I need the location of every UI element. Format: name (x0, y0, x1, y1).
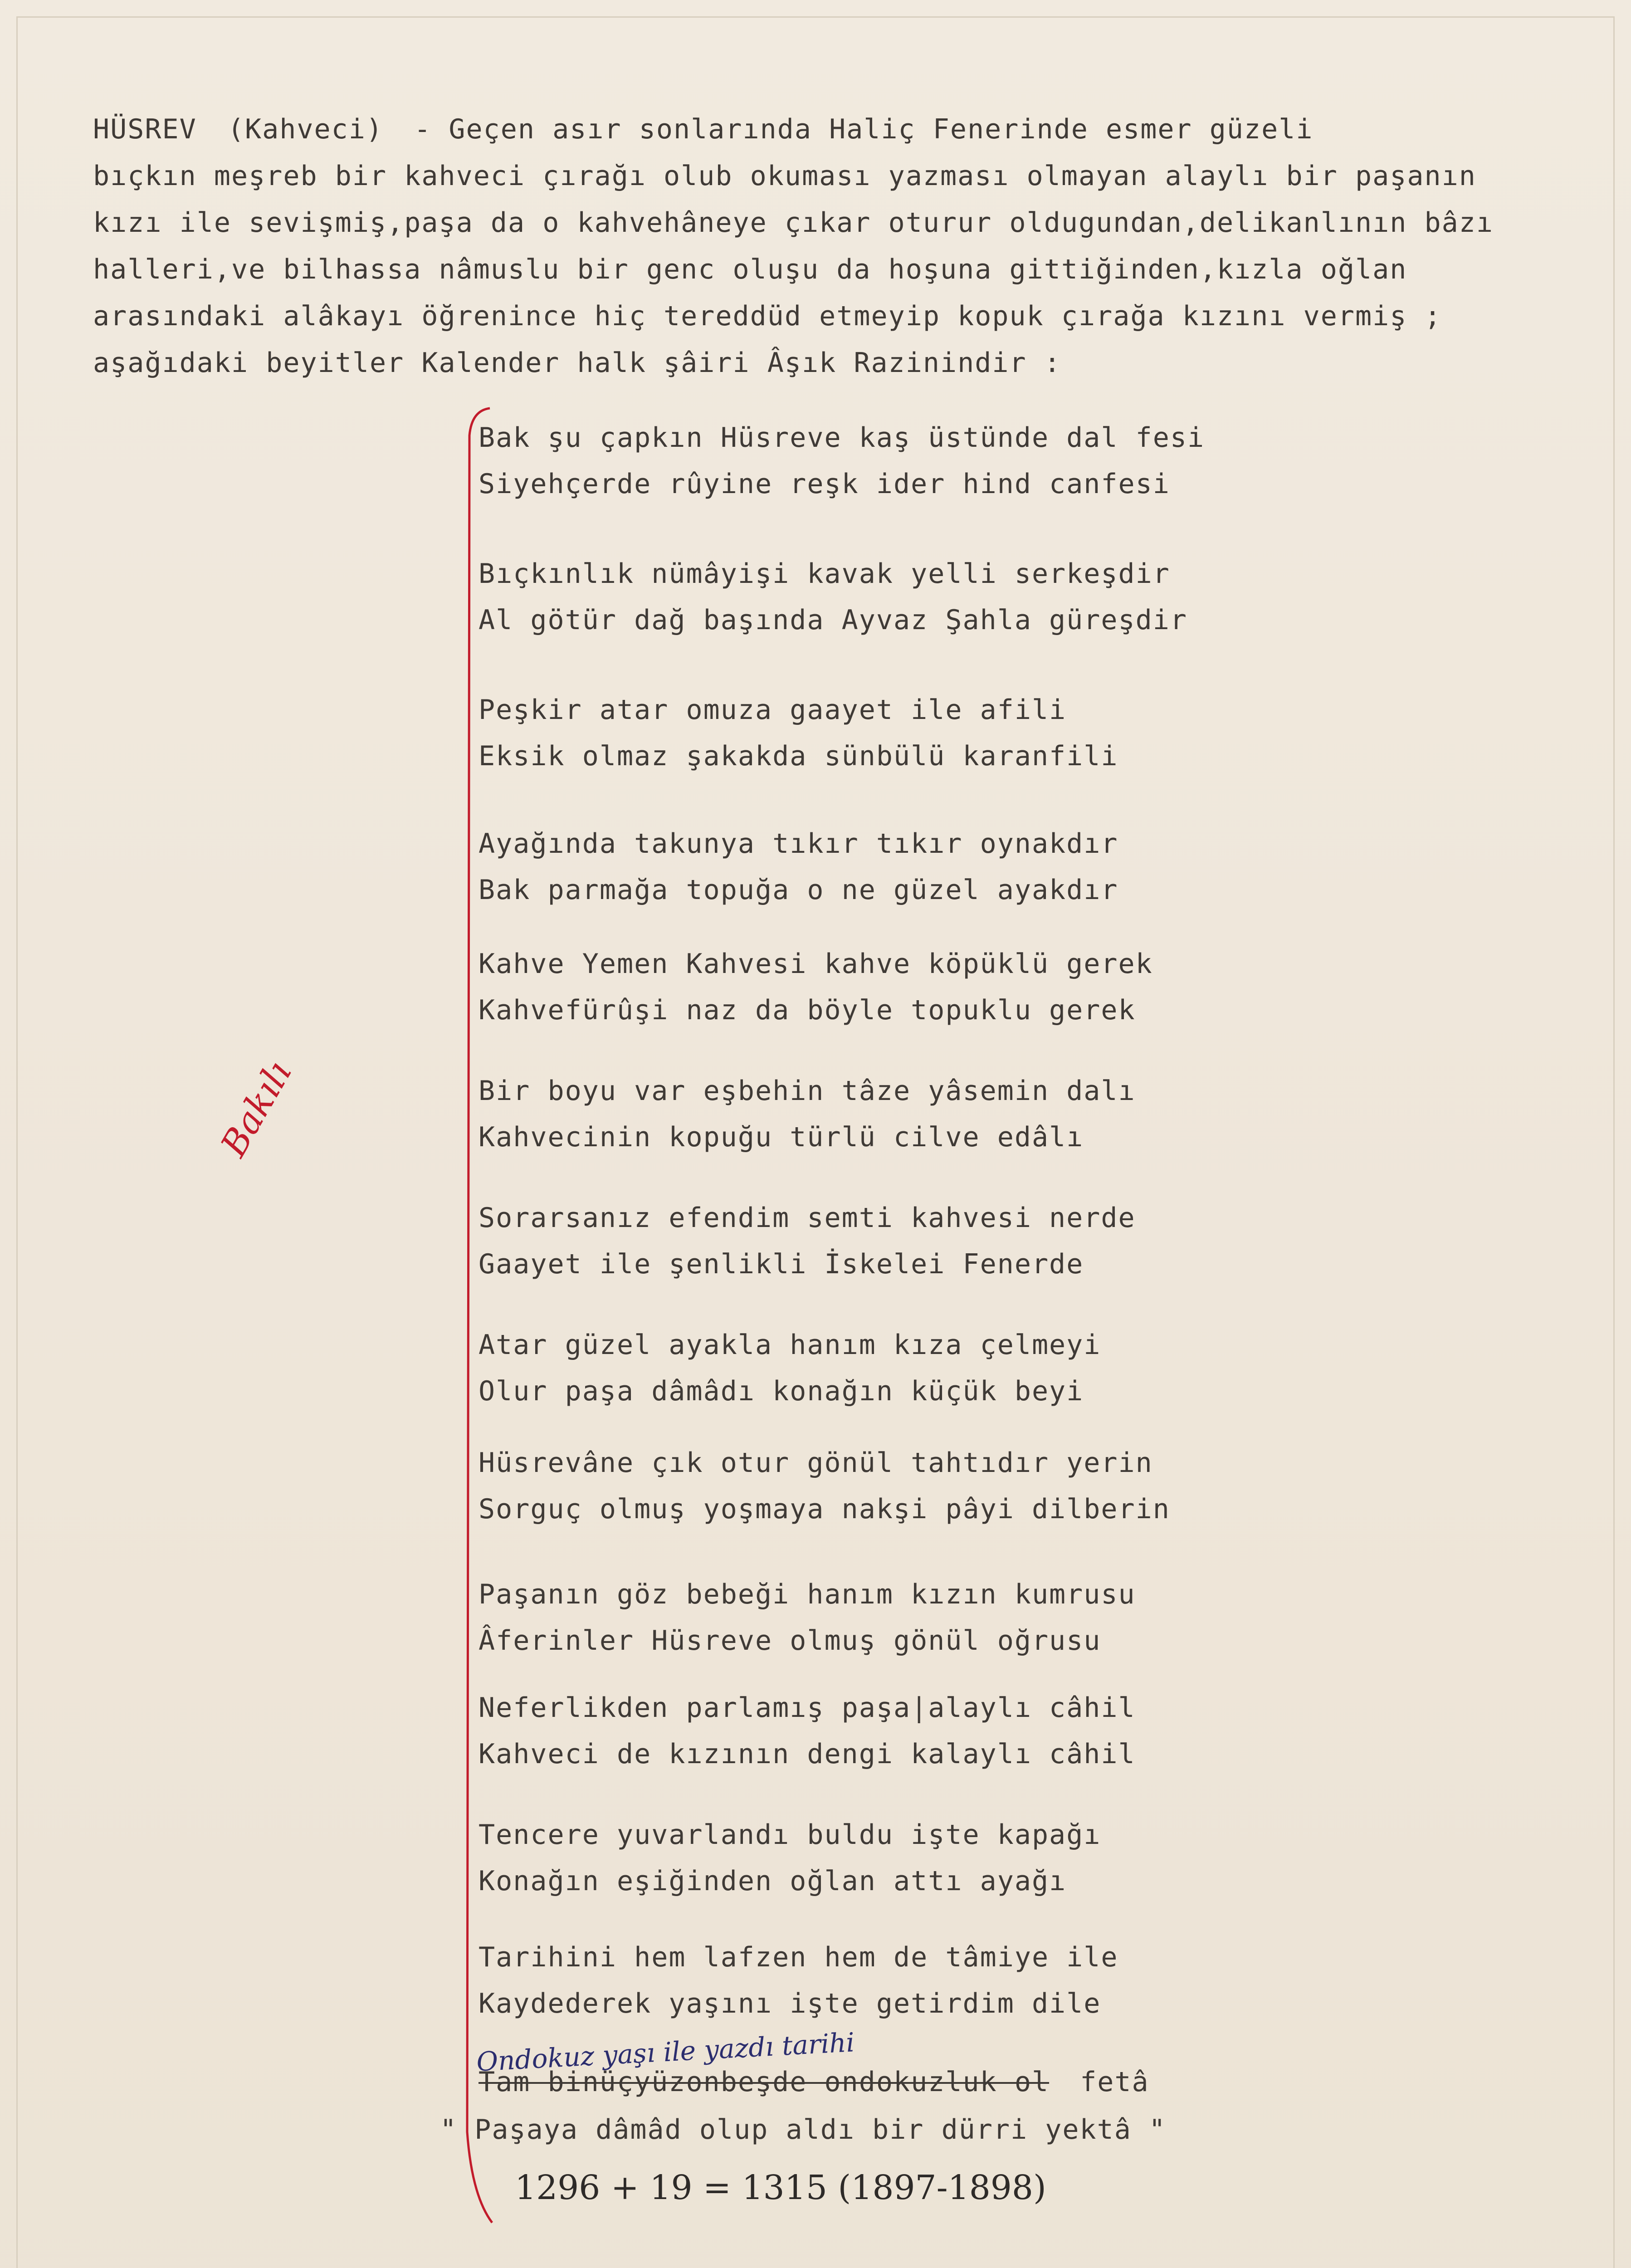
struck-line: Tam binüçyüzonbeşde ondokuzluk ol (479, 2066, 1050, 2098)
handwritten-note: Ondokuz yaşı ile yazdı tarihi (475, 2027, 855, 2077)
verse: Al götür dağ başında Ayvaz Şahla güreşdir (479, 604, 1188, 636)
verse: Bak parmağa topuğa o ne güzel ayakdır (479, 874, 1118, 906)
intro-line-3: kızı ile sevişmiş,paşa da o kahvehâneye çıkar oturur oldugundan,delikanlının bâzı (93, 207, 1494, 239)
verse: Siyehçerde rûyine reşk ider hind canfesi (479, 468, 1170, 500)
verse: Bıçkınlık nümâyişi kavak yelli serkeşdir (479, 558, 1170, 590)
verse: Sorarsanız efendim semti kahvesi nerde (479, 1202, 1136, 1234)
intro-line-2: bıçkın meşreb bir kahveci çırağı olub okuması yazması olmayan alaylı bir paşanın (93, 160, 1476, 192)
intro-line-4: halleri,ve bilhassa nâmuslu bir genc oluşu da hoşuna gittiğinden,kızla oğlan (93, 254, 1407, 285)
verse: Ayağında takunya tıkır tıkır oynakdır (479, 828, 1118, 860)
verse: Kahve Yemen Kahvesi kahve köpüklü gerek (479, 948, 1153, 980)
verse: Atar güzel ayakla hanım kıza çelmeyi (479, 1329, 1101, 1361)
verse: Kahvecinin kopuğu türlü cilve edâlı (479, 1121, 1084, 1153)
verse: Tarihini hem lafzen hem de tâmiye ile (479, 1941, 1118, 1973)
verse: Âferinler Hüsreve olmuş gönül oğrusu (479, 1625, 1101, 1657)
intro-line-5: arasındaki alâkayı öğrenince hiç tereddüd etmeyip kopuk çırağa kızını vermiş ; (93, 300, 1442, 332)
verse: Konağın eşiğinden oğlan attı ayağı (479, 1865, 1067, 1897)
verse: Kahveci de kızının dengi kalaylı câhil (479, 1738, 1136, 1770)
verse: Neferlikden parlamış paşa|alaylı câhil (479, 1692, 1136, 1724)
verse: Sorguç olmuş yoşmaya nakşi pâyi dilberin (479, 1493, 1170, 1525)
verse: Gaayet ile şenlikli İskelei Fenerde (479, 1248, 1084, 1280)
final-line: " Paşaya dâmâd olup aldı bir dürri yektâ " (440, 2114, 1167, 2146)
intro-line-1 (93, 113, 1314, 145)
struck-line-row (479, 2066, 1149, 2098)
verse: Hüsrevâne çık otur gönül tahtıdır yerin (479, 1447, 1153, 1479)
marginal-note: Bakılı (213, 1054, 300, 1163)
verse: Kahvefürûşi naz da böyle topuklu gerek (479, 994, 1136, 1026)
verse: Tencere yuvarlandı buldu işte kapağı (479, 1819, 1101, 1851)
intro-line-6: aşağıdaki beyitler Kalender halk şâiri Âşık Razinindir : (93, 347, 1061, 379)
verse: Peşkir atar omuza gaayet ile afili (479, 694, 1067, 726)
intro-text-1: - Geçen asır sonlarında Haliç Fenerinde esmer güzeli (414, 113, 1314, 145)
verse: Olur paşa dâmâdı konağın küçük beyi (479, 1375, 1084, 1407)
struck-line-end: fetâ (1080, 2066, 1149, 2098)
verse: Paşanın göz bebeği hanım kızın kumrusu (479, 1579, 1136, 1610)
verse: Bak şu çapkın Hüsreve kaş üstünde dal fesi (479, 422, 1205, 454)
verse: Kaydederek yaşını işte getirdim dile (479, 1988, 1101, 2019)
intro-role: (Kahveci) (227, 113, 383, 145)
verse: Bir boyu var eşbehin tâze yâsemin dalı (479, 1075, 1136, 1107)
verse: Eksik olmaz şakakda sünbülü karanfili (479, 740, 1118, 772)
intro-title: HÜSREV (93, 113, 197, 145)
date-formula: 1296 + 19 = 1315 (1897-1898) (515, 2168, 1046, 2207)
